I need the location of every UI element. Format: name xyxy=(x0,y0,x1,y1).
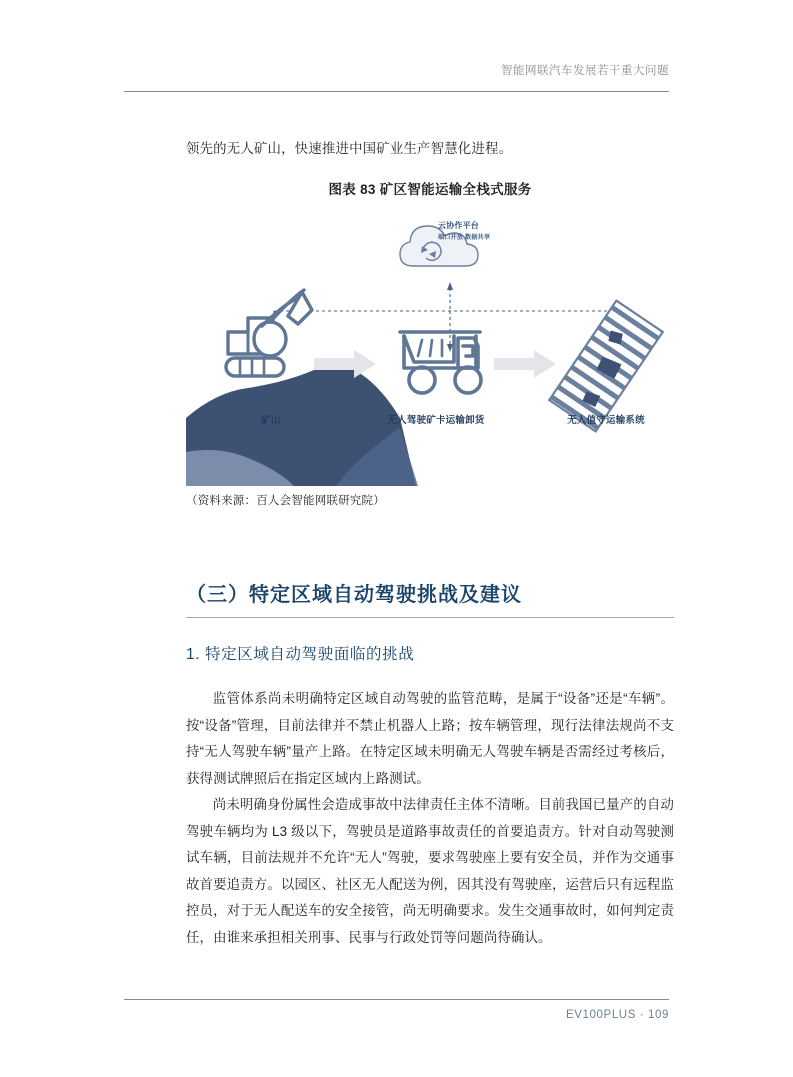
node-label-mine: 矿山 xyxy=(261,415,281,426)
figure-diagram xyxy=(186,206,674,486)
excavator-icon xyxy=(226,290,312,376)
dump-truck-icon xyxy=(400,332,481,393)
paragraph-2: 尚未明确身份属性会造成事故中法律责任主体不清晰。目前我国已量产的自动驾驶车辆均为 L3 级以下，驾驶员是道路事故责任的首要追责方。针对自动驾驶测试车辆，目前法规并不允许“无人”驾驶，要求驾驶座上要有安全员，并作为交通事故首要追责方。以园区、社区无人配送为例，因其没有驾驶座，运营后只有远程监控员，对于无人配送车的安全接管，尚无明确要求。发生交通事故时，如何判定责任，由谁来承担相关刑事、民事与行政处罚等问题尚待确认。 xyxy=(186,797,674,945)
header-rule xyxy=(124,91,669,92)
cloud-platform-title: 云协作平台 xyxy=(438,221,479,230)
diagram-canvas xyxy=(186,206,674,486)
intro-line: 领先的无人矿山，快速推进中国矿业生产智慧化进程。 xyxy=(186,141,513,156)
mine-hill-graphic xyxy=(186,366,418,486)
footer-rule xyxy=(124,999,669,1000)
section-heading: （三）特定区域自动驾驶挑战及建议 xyxy=(186,584,522,606)
node-label-truck: 无人驾驶矿卡运输卸货 xyxy=(387,415,485,426)
paragraph-1: 监管体系尚未明确特定区域自动驾驶的监管范畴，是属于“设备”还是“车辆”。按“设备”管理，目前法律并不禁止机器人上路；按车辆管理，现行法律法规尚不支持“无人驾驶车辆”量产上路。在特定区域未明确无人驾驶车辆是否需经过考核后，获得测试牌照后在指定区域内上路测试。 xyxy=(186,691,674,786)
page-content xyxy=(186,136,674,951)
flow-arrow-2 xyxy=(494,350,556,378)
running-head: 智能网联汽车发展若干重大问题 xyxy=(501,65,669,77)
page-footer: EV100PLUS · 109 xyxy=(566,1009,669,1021)
connector-lines xyxy=(274,288,610,346)
section-heading-rule xyxy=(186,617,674,618)
figure-source: （资料来源：百人会智能网联研究院） xyxy=(186,495,385,507)
cloud-platform-label xyxy=(438,220,490,243)
node-label-belt: 无人值守运输系统 xyxy=(567,415,645,426)
cloud-platform-subtitle: 端口开放 数据共享 xyxy=(438,234,491,241)
sub-heading: 1. 特定区域自动驾驶面临的挑战 xyxy=(186,646,415,663)
figure-title: 图表 83 矿区智能运输全栈式服务 xyxy=(328,182,532,197)
